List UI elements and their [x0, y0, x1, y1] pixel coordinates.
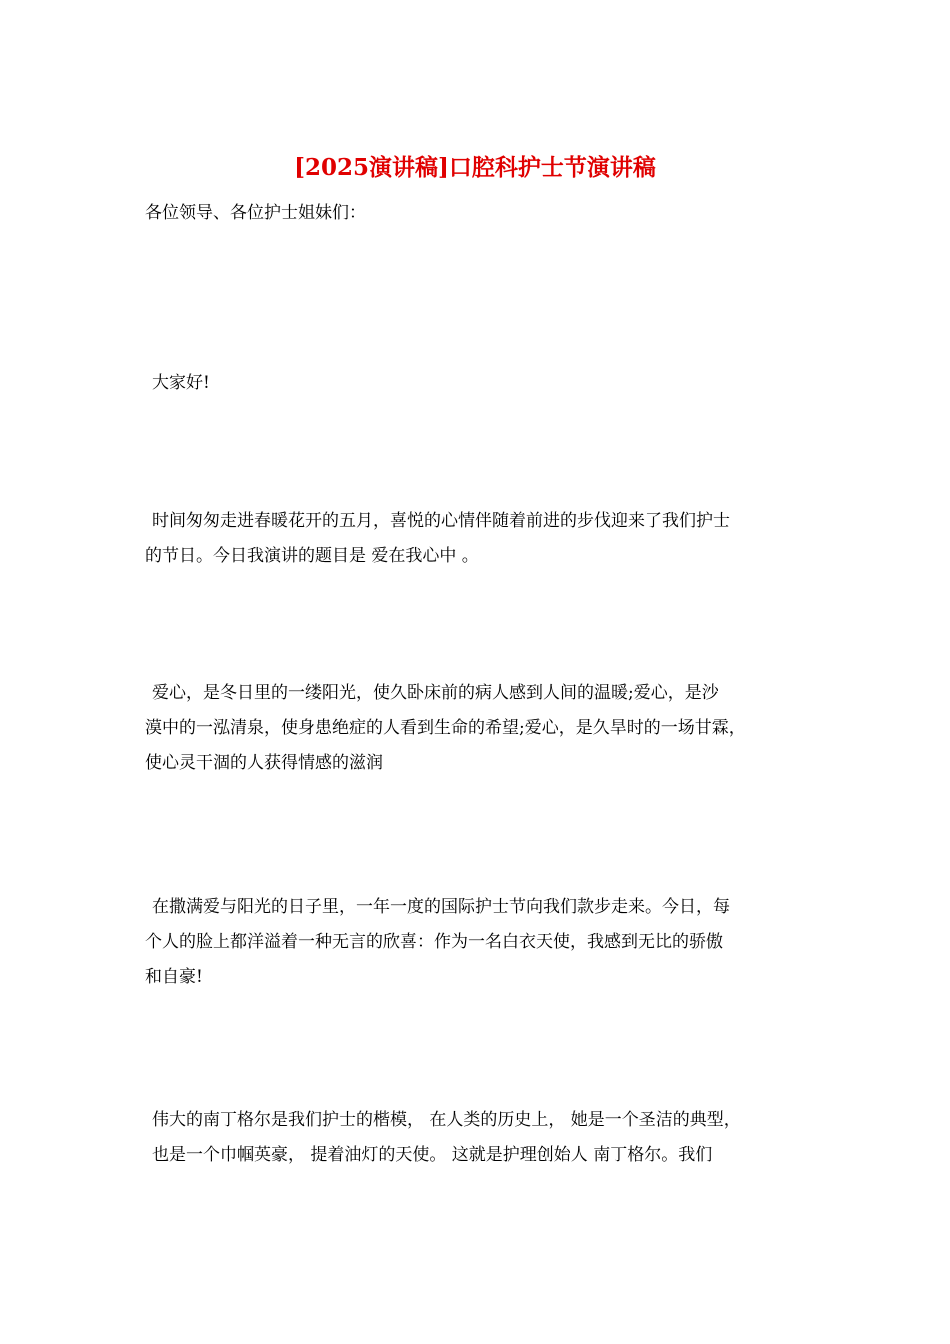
- paragraph-2-line-3: 使心灵干涸的人获得情感的滋润: [145, 753, 383, 773]
- paragraph-3-line-3: 和自豪!: [145, 967, 203, 987]
- salutation-line: 各位领导、各位护士姐妹们：: [145, 203, 366, 223]
- paragraph-3-line-1: 在撒满爱与阳光的日子里，一年一度的国际护士节向我们款步走来。今日，每: [152, 897, 730, 917]
- paragraph-2-line-1: 爱心，是冬日里的一缕阳光，使久卧床前的病人感到人间的温暖;爱心，是沙: [152, 683, 719, 703]
- greeting: [152, 366, 837, 401]
- paragraph-4-line-1: 伟大的南丁格尔是我们护士的楷模， 在人类的历史上， 她是一个圣洁的典型，: [152, 1110, 741, 1130]
- paragraph-4-line-2: 也是一个巾帼英豪， 提着油灯的天使。 这就是护理创始人 南丁格尔。我们: [152, 1145, 713, 1165]
- paragraph-2: [145, 676, 830, 781]
- paragraph-3-line-2: 个人的脸上都洋溢着一种无言的欣喜：作为一名白衣天使，我感到无比的骄傲: [145, 932, 723, 952]
- paragraph-2-line-2: 漠中的一泓清泉，使身患绝症的人看到生命的希望;爱心，是久旱时的一场甘霖，: [145, 718, 746, 738]
- paragraph-1-line-2: 的节日。今日我演讲的题目是 爱在我心中 。: [145, 546, 479, 566]
- greeting-line: 大家好!: [152, 373, 210, 393]
- paragraph-1-line-1: 时间匆匆走进春暖花开的五月，喜悦的心情伴随着前进的步伐迎来了我们护士: [152, 511, 730, 531]
- document-title: [2025演讲稿]口腔科护士节演讲稿: [294, 154, 656, 181]
- salutation: [145, 196, 830, 231]
- paragraph-3: [145, 890, 830, 995]
- paragraph-1: [145, 504, 830, 574]
- paragraph-4: [145, 1103, 830, 1173]
